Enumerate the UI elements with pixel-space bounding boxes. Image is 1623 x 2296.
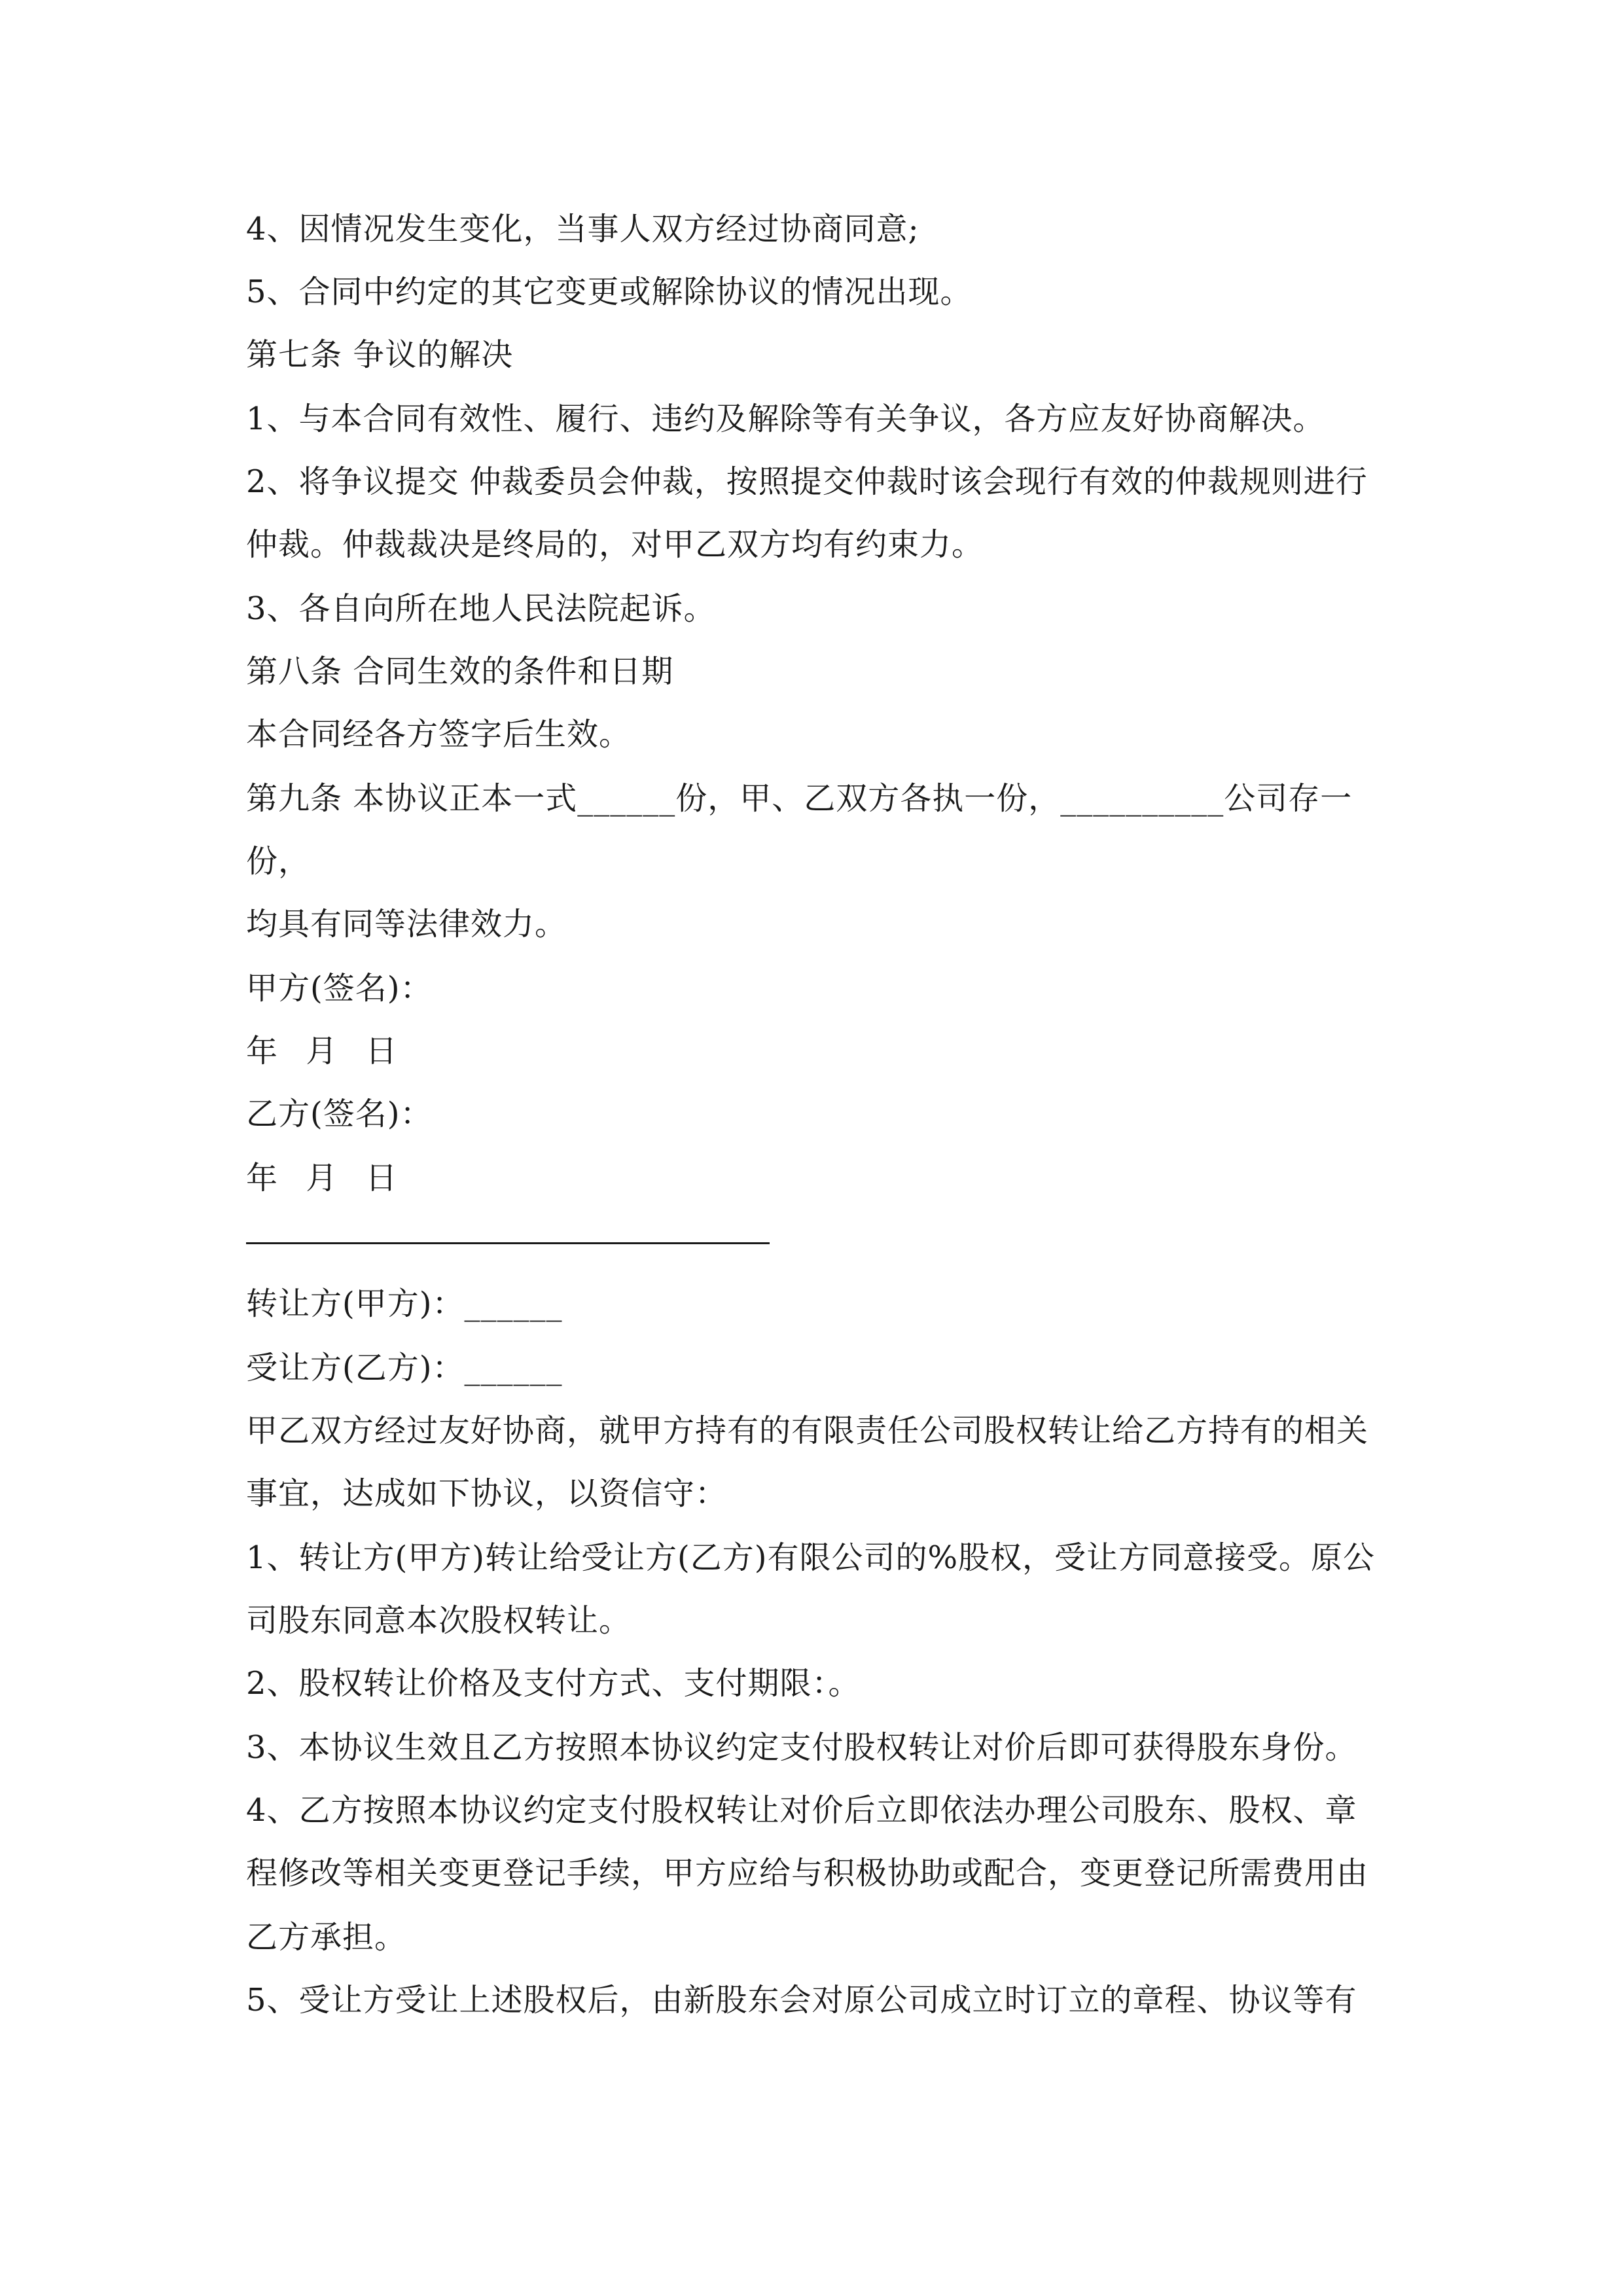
- transferee-field: 受让方(乙方)：______: [246, 1350, 563, 1386]
- text-line: 3、本协议生效且乙方按照本协议约定支付股权转让对价后即可获得股东身份。: [246, 1729, 1357, 1766]
- text-line: 事宜，达成如下协议，以资信守：: [246, 1475, 728, 1512]
- text-line: 2、将争议提交 仲裁委员会仲裁，按照提交仲裁时该会现行有效的仲裁规则进行: [246, 463, 1368, 500]
- text-line: 甲乙双方经过友好协商，就甲方持有的有限责任公司股权转让给乙方持有的相关: [246, 1412, 1369, 1449]
- text-line: 1、与本合同有效性、履行、违约及解除等有关争议，各方应友好协商解决。: [246, 401, 1325, 437]
- text-line: 程修改等相关变更登记手续，甲方应给与积极协助或配合，变更登记所需费用由: [246, 1855, 1369, 1892]
- text-line: 司股东同意本次股权转让。: [246, 1602, 632, 1639]
- text-line: 乙方承担。: [246, 1919, 407, 1956]
- text-line: 3、各自向所在地人民法院起诉。: [246, 590, 716, 627]
- text-line: 4、因情况发生变化，当事人双方经过协商同意;: [246, 211, 919, 247]
- party-a-date: 年 月 日: [246, 1033, 398, 1069]
- party-b-signature-label: 乙方(签名)：: [246, 1096, 433, 1132]
- text-line: 仲裁。仲裁裁决是终局的，对甲乙双方均有约束力。: [246, 526, 984, 563]
- party-b-date: 年 月 日: [246, 1160, 398, 1196]
- text-line: 份，: [246, 843, 311, 880]
- text-line: 5、受让方受让上述股权后，由新股东会对原公司成立时订立的章程、协议等有: [246, 1982, 1357, 2018]
- text-line: 2、股权转让价格及支付方式、支付期限：。: [246, 1665, 861, 1702]
- section-heading: 第七条 争议的解决: [246, 336, 514, 373]
- text-line: 第九条 本协议正本一式______份，甲、乙双方各执一份，__________公司存一: [246, 780, 1353, 817]
- section-divider: [246, 1242, 770, 1244]
- transferor-field: 转让方(甲方)：______: [246, 1285, 563, 1322]
- party-a-signature-label: 甲方(签名)：: [246, 970, 433, 1007]
- text-line: 1、转让方(甲方)转让给受让方(乙方)有限公司的%股权，受让方同意接受。原公: [246, 1539, 1376, 1576]
- section-heading: 第八条 合同生效的条件和日期: [246, 653, 674, 690]
- text-line: 本合同经各方签字后生效。: [246, 716, 632, 753]
- text-line: 5、合同中约定的其它变更或解除协议的情况出现。: [246, 274, 972, 310]
- text-line: 均具有同等法律效力。: [246, 906, 567, 942]
- text-line: 4、乙方按照本协议约定支付股权转让对价后立即依法办理公司股东、股权、章: [246, 1792, 1357, 1829]
